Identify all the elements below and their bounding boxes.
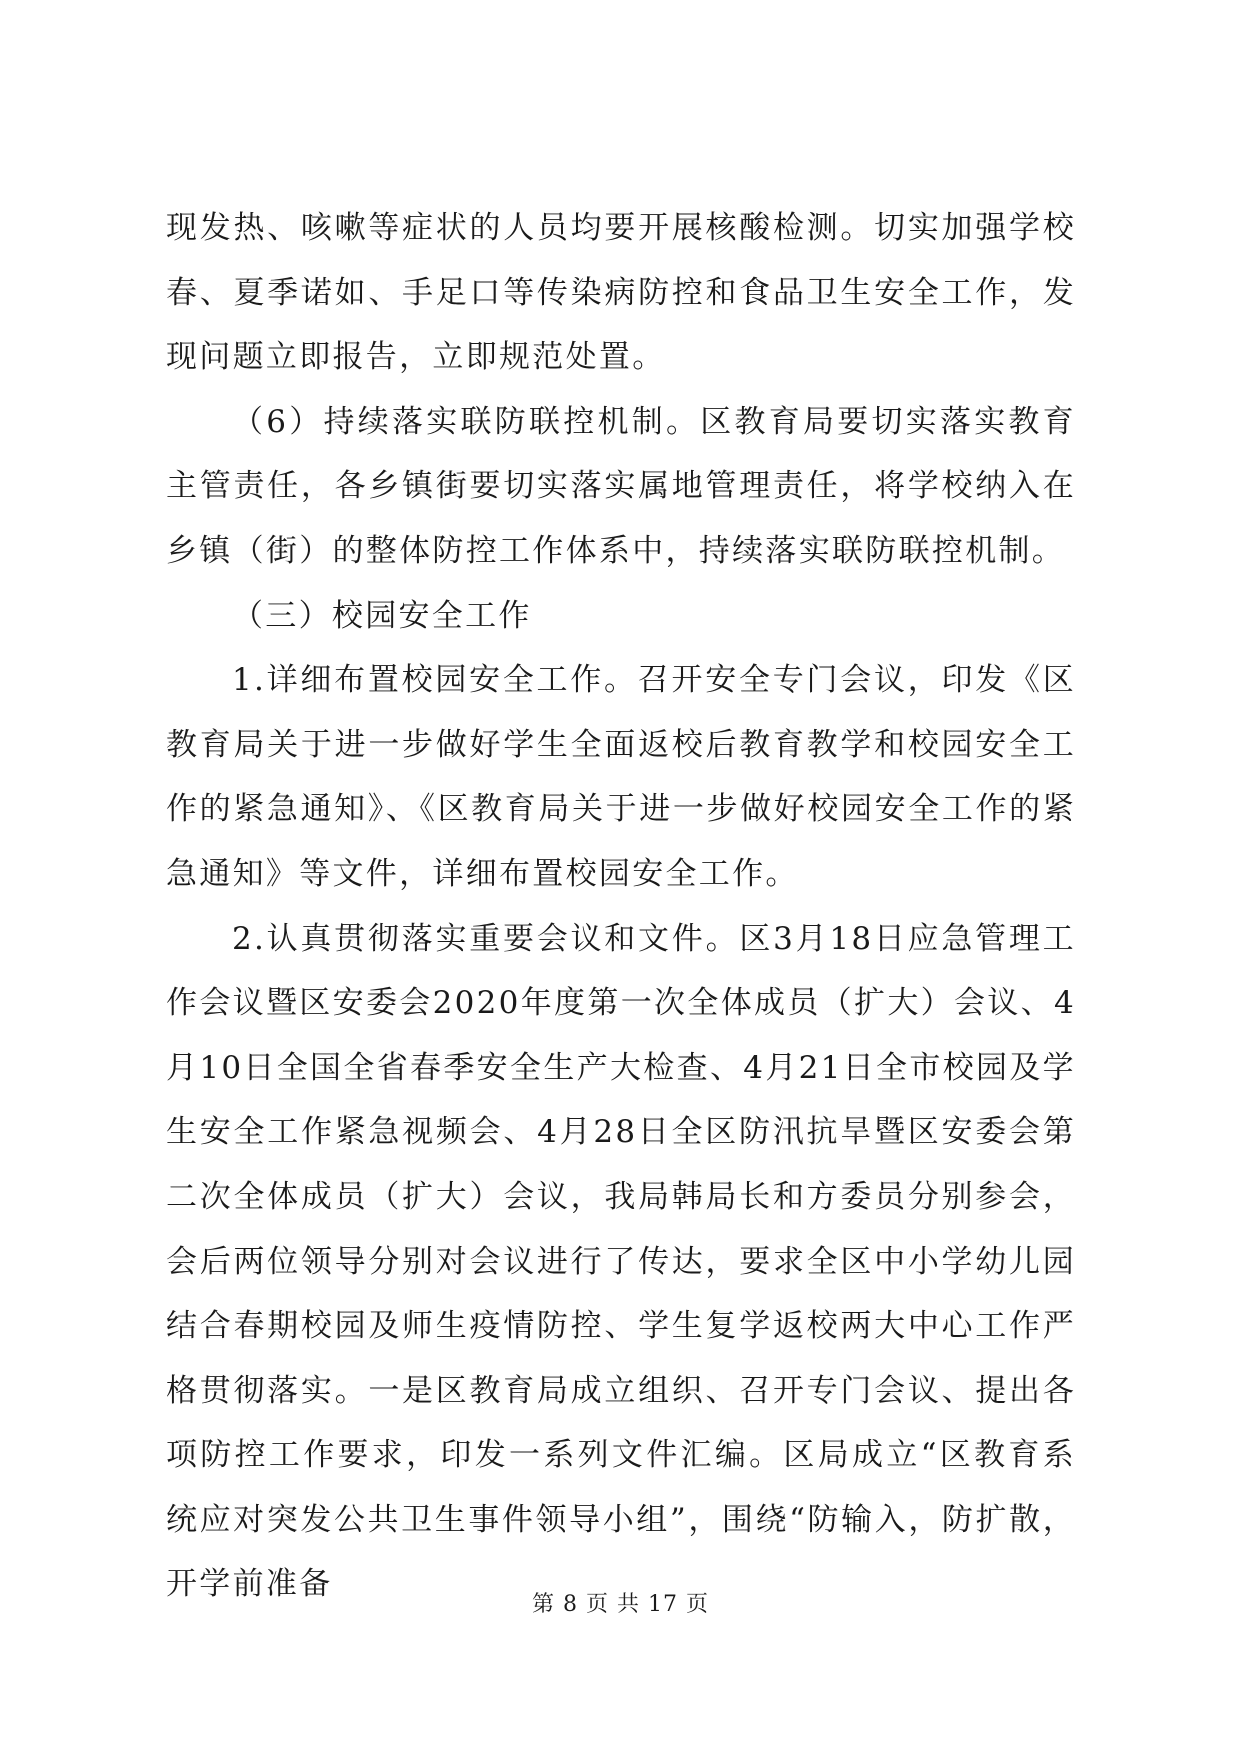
page-number-footer: 第 8 页 共 17 页 [532, 1592, 709, 1617]
document-body [166, 196, 1076, 1617]
paragraph-item-2: 2.认真贯彻落实重要会议和文件。区3月18日应急管理工作会议暨区安委会2020年度第一次全体成员（扩大）会议、4月10日全国全省春季安全生产大检查、4月21日全市校园及学生安全工作紧急视频会、4月28日全区防汛抗旱暨区安委会第二次全体成员（扩大）会议，我局韩局长和方委员分别参会，会后两位领导分别对会议进行了传达，要求全区中小学幼儿园结合春期校园及师生疫情防控、学生复学返校两大中心工作严格贯彻落实。一是区教育局成立组织、召开专门会议、提出各项防控工作要求，印发一系列文件汇编。区局成立“区教育系统应对突发公共卫生事件领导小组”，围绕“防输入，防扩散，开学前准备 [166, 920, 1076, 1603]
paragraph-continuation: 现发热、咳嗽等症状的人员均要开展核酸检测。切实加强学校春、夏季诺如、手足口等传染病防控和食品卫生安全工作，发现问题立即报告，立即规范处置。 [166, 210, 1076, 376]
section-heading: （三）校园安全工作 [232, 597, 532, 634]
paragraph-item-1: 1.详细布置校园安全工作。召开安全专门会议，印发《区教育局关于进一步做好学生全面返校后教育教学和校园安全工作的紧急通知》、《区教育局关于进一步做好校园安全工作的紧急通知》等文件，详细布置校园安全工作。 [166, 662, 1076, 892]
paragraph-item-6: （6）持续落实联防联控机制。区教育局要切实落实教育主管责任，各乡镇街要切实落实属地管理责任，将学校纳入在乡镇（街）的整体防控工作体系中，持续落实联防联控机制。 [166, 403, 1076, 569]
